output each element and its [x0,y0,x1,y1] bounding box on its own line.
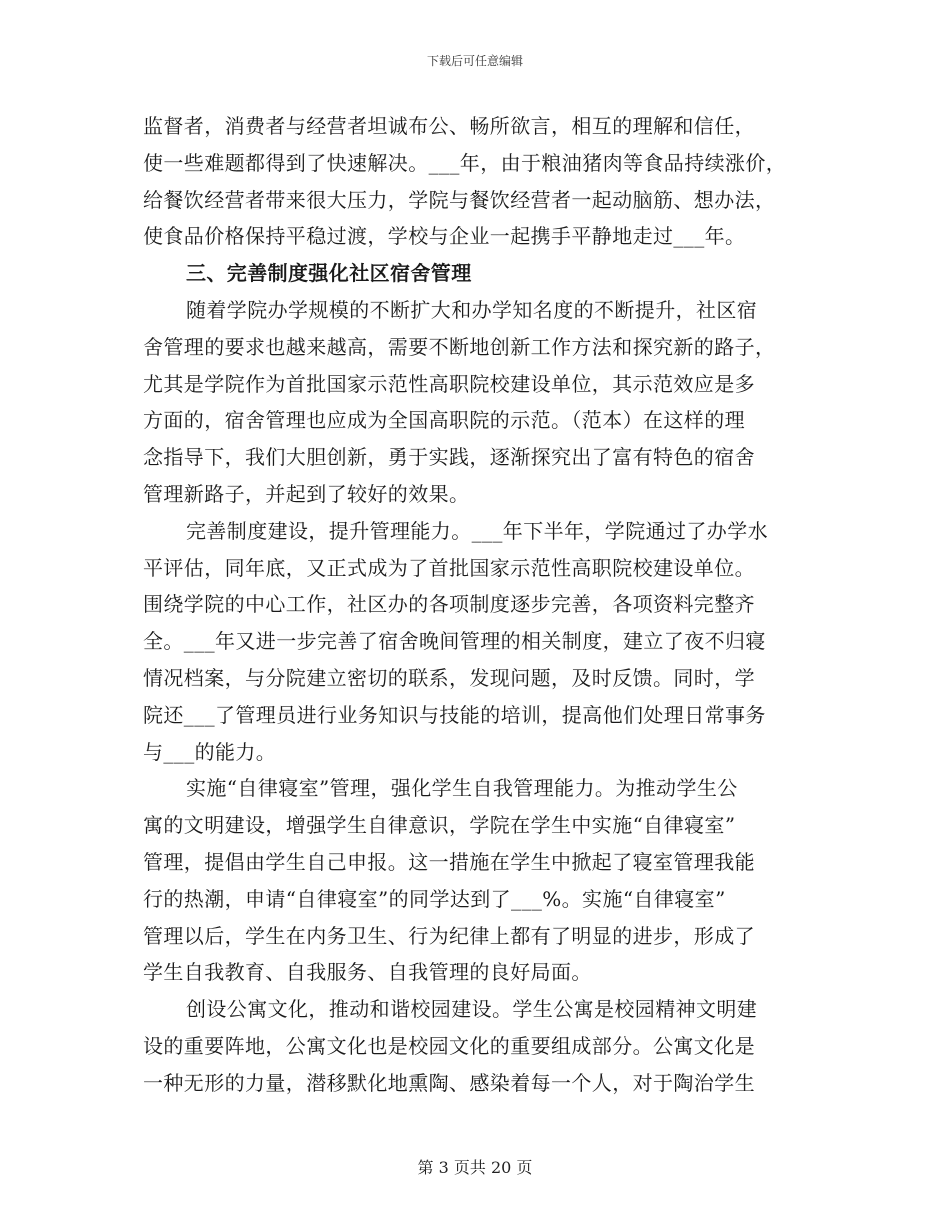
text-line: 一种无形的力量，潜移默化地熏陶、感染着每一个人，对于陶治学生 [143,1070,755,1095]
text-line: 随着学院办学规模的不断扩大和办学知名度的不断提升，社区宿 [186,297,758,322]
document-body [143,108,809,1102]
text-line: 管理以后，学生在内务卫生、行为纪律上都有了明显的进步，形成了 [143,923,755,948]
text-line: 念指导下，我们大胆创新，勇于实践，逐渐探究出了富有特色的宿舍 [143,445,755,470]
text-line: 围绕学院的中心工作，社区办的各项制度逐步完善，各项资料完整齐 [143,592,755,617]
text-line: 情况档案，与分院建立密切的联系，发现问题，及时反馈。同时，学 [143,665,755,690]
section-heading: 三、完善制度强化社区宿舍管理 [186,261,472,286]
text-line: 舍管理的要求也越来越高，需要不断地创新工作方法和探究新的路子， [143,334,776,359]
text-line: 创设公寓文化，推动和谐校园建设。学生公寓是校园精神文明建 [186,997,758,1022]
text-line: 与___的能力。 [143,739,277,764]
text-line: 院还___了管理员进行业务知识与技能的培训，提高他们处理日常事务 [143,702,766,727]
text-line: 给餐饮经营者带来很大压力，学院与餐饮经营者一起动脑筋、想办法， [143,187,776,212]
text-line: 使食品价格保持平稳过渡，学校与企业一起携手平静地走过___年。 [143,224,746,249]
text-line: 使一些难题都得到了快速解决。___年，由于粮油猪肉等食品持续涨价， [143,150,787,175]
text-line: 实施“自律寝室”管理，强化学生自我管理能力。为推动学生公 [186,776,738,801]
text-line: 寓的文明建设，增强学生自律意识，学院在学生中实施“自律寝室” [143,813,736,838]
text-line: 方面的，宿舍管理也应成为全国高职院的示范。（范本）在这样的理 [143,408,745,433]
page-footer: 第 3 页共 20 页 [417,1158,533,1177]
text-line: 设的重要阵地，公寓文化也是校园文化的重要组成部分。公寓文化是 [143,1033,755,1058]
text-line: 监督者，消费者与经营者坦诚布公、畅所欲言，相互的理解和信任， [143,114,755,138]
text-line: 全。___年又进一步完善了宿舍晚间管理的相关制度，建立了夜不归寝 [143,629,766,654]
text-line: 行的热潮，申请“自律寝室”的同学达到了___%。实施“自律寝室” [143,886,726,911]
text-line: 管理新路子，并起到了较好的效果。 [143,481,470,506]
text-line: 平评估，同年底，又正式成为了首批国家示范性高职院校建设单位。 [143,555,755,580]
text-line: 尤其是学院作为首批国家示范性高职院校建设单位，其示范效应是多 [143,371,755,396]
text-line: 完善制度建设，提升管理能力。___年下半年，学院通过了办学水 [186,518,768,543]
text-line: 管理，提倡由学生自己申报。这一措施在学生中掀起了寝室管理我能 [143,849,755,874]
text-line: 学生自我教育、自我服务、自我管理的良好局面。 [143,960,592,985]
page-header: 下载后可任意编辑 [426,54,523,68]
